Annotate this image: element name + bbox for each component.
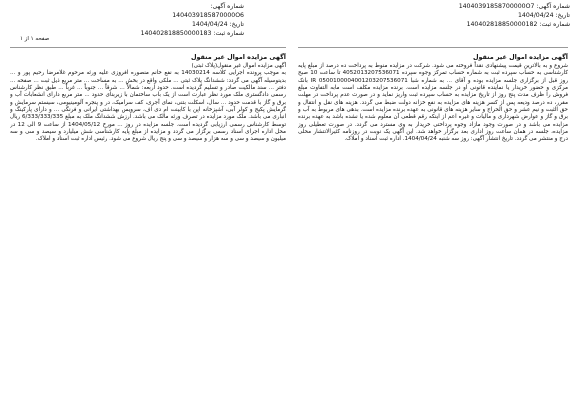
- notice-body: شروع و به بالاترین قیمت پیشنهادی نقداً فروخته می شود. شرکت در مزایده منوط به پرداخت ده درصد از مبلغ پایه کارشناسی به حساب سپرده ثبت به شماره حساب تمرکز وجوه سپرده 4052013207536071 تا ساعت 10 صبح روز قبل از برگزاری جلسه مزایده بوده و آقای ... به شماره شبا IR 0500100004001203207536071 بانک مرکزی و حضور خریدار یا نماینده قانونی او در جلسه مزایده است. برنده مزایده مکلف است مابه التفاوت مبلغ فروش را ظرف مدت پنج روز از تاریخ مزایده به حساب سپرده ثبت واریز نماید و در صورت عدم پرداخت در مهلت مقرر، ده درصد ودیعه پس از کسر هزینه های مزایده به نفع خزانه دولت ضبط می گردد. هزینه های نقل و انتقال و حق الثبت و نیم عشر و حق الحراج و سایر هزینه های قانونی به عهده برنده مزایده است. بدهی های مربوط به آب و برق و گاز و عوارض شهرداری و مالیات و غیره اعم از اینکه رقم قطعی آن معلوم شده یا نشده باشد به عهده برنده مزایده می باشد و در صورت وجود مازاد وجوه پرداختی خریدار به وی مسترد می گردد. در صورت تعطیلی روز مزایده، جلسه در همان ساعت روز اداری بعد برگزار خواهد شد. این آگهی یک نوبت در روزنامه کثیرالانتشار محلی درج و منتشر می گردد. تاریخ انتشار آگهی: روز سه شنبه 1404/04/24. اداره ثبت اسناد و املاک.: [298, 63, 568, 143]
- notice-date: تاریخ: 1404/04/24: [517, 12, 570, 19]
- notice-number: شماره آگهی: 1404039185870000O6: [172, 3, 244, 19]
- notice-subtitle: آگهی مزایده اموال غیر منقول(پلاک ثبتی): [191, 63, 286, 69]
- header-meta-left: [138, 2, 244, 38]
- register-number: شماره ثبت: 140402818850000183: [140, 30, 244, 37]
- page-label: صفحه ۱ از ۱: [20, 36, 50, 42]
- divider: [298, 47, 568, 48]
- notice-date: تاریخ: 1404/04/24: [191, 21, 244, 28]
- notice-left-column: [10, 53, 286, 405]
- header-meta-right: [450, 2, 570, 29]
- notice-title: آگهی مزایده اموال غیر منقول: [190, 53, 286, 61]
- notice-number: شماره آگهی: 14040391858700000O7: [458, 3, 570, 10]
- notice-body: به موجب پرونده اجرایی کلاسه 14030214 به نفع خانم منصوره افروزی علیه ورثه مرحوم غلامرضا رحیم پور و ... بدینوسیله آگهی می گردد: ششدانگ پلاک ثبتی ... ملکی واقع در بخش ... به مساحت ... متر مربع ذیل ثبت ... صفحه ... دفتر ... سند مالکیت صادر و تسلیم گردیده است. حدود اربعه: شمالاً ... شرقاً ... جنوباً ... غرباً ... طبق نظر کارشناس رسمی دادگستری ملک مورد نظر عبارت است از یک باب ساختمان با زیربنای حدود ... متر مربع دارای انشعابات آب و برق و گاز با قدمت حدود ... سال، اسکلت بتنی، نمای آجری، کف سرامیک، در و پنجره آلومینیومی، سیستم سرمایش و گرمایش پکیج و کولر آبی، آشپزخانه اپن با کابینت ام دی اف، سرویس بهداشتی ایرانی و فرنگی ... و دارای پارکینگ و انباری می باشد. ملک مورد مزایده در تصرف ورثه مالک می باشد. ارزش ششدانگ ملک به مبلغ 6/333/333/335 ریال توسط کارشناس رسمی ارزیابی گردیده است. جلسه مزایده در روز ... مورخ 1404/05/12 از ساعت 9 الی 12 در محل اداره اجرای اسناد رسمی برگزار می گردد و مزایده از مبلغ پایه کارشناسی شش میلیارد و سیصد و سی و سه میلیون و سیصد و سی و سه هزار و سیصد و سی و پنج ریال شروع می شود. رئیس اداره ثبت اسناد و املاک.: [10, 70, 286, 143]
- divider: [10, 47, 286, 48]
- notice-right-column: [298, 53, 568, 291]
- register-number: شماره ثبت: 140402818850000182: [466, 21, 570, 28]
- notice-title: آگهی مزایده اموال غیر منقول: [472, 53, 568, 61]
